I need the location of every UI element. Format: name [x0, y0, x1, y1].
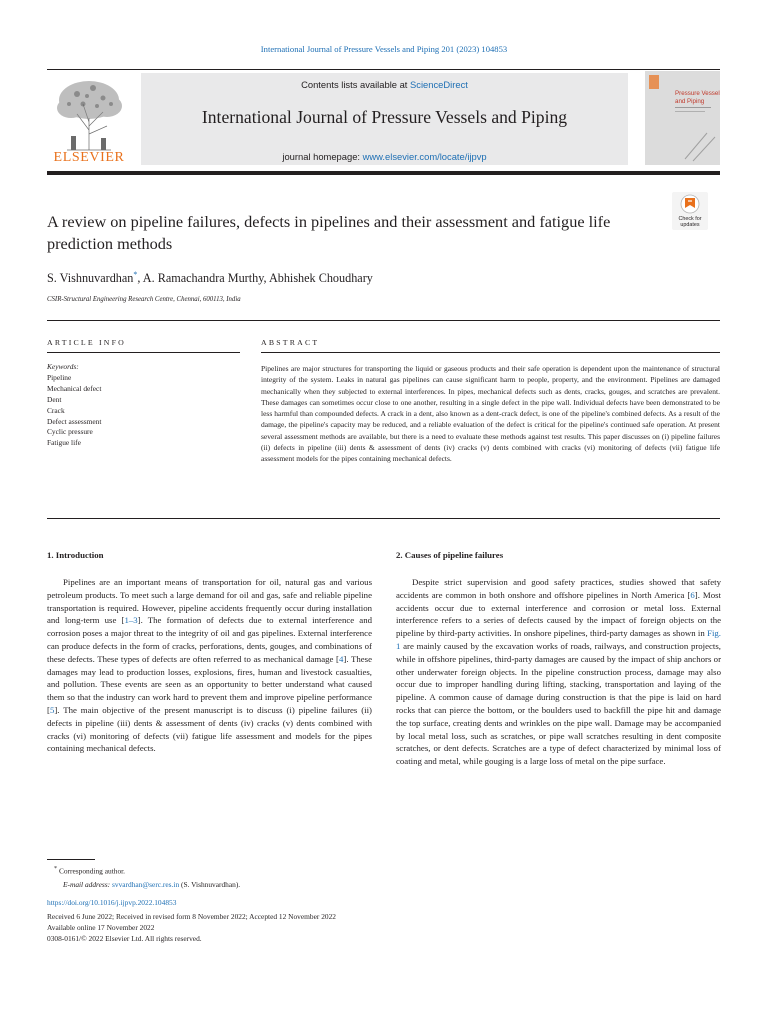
publication-history [47, 911, 336, 944]
footnote-mark: * [54, 866, 58, 872]
text-run: Pipelines are an important means of transportation for oil, natural gas and various petroleum products. To meet such a large demand for oil and gas, safe and reliable pipeline transportation is required. However, pipeline accidents frequently occur during installation and long-term use [ [47, 577, 372, 626]
email-suffix: (S. Vishnuvardhan). [179, 880, 241, 889]
section-2-heading: 2. Causes of pipeline failures [396, 550, 504, 560]
contents-line [141, 79, 628, 90]
article-info-heading: ARTICLE INFO [47, 338, 126, 347]
reference-link[interactable]: 6 [690, 589, 695, 600]
article-info-rule [47, 352, 240, 353]
abstract-rule [261, 352, 720, 353]
cover-title-line1: Pressure Vessels [675, 90, 720, 97]
text-run: ]. The main objective of the present manuscript is to discuss (i) pipeline failures (ii) defects in pipeline (iii) dents & assessment of dents (iv) cracks (v) dents combined with cracks (vi) monitoring of defects (vii) fatigue life assessment and models for the pipes containing mechanical defects. [47, 704, 372, 754]
text-run: ]. Most accidents occur due to external interference and corrosion or metal loss. External interference refers to a series of defects caused by the impact of foreign objects on the pipeline by third-party activities. In onshore pipelines, third-party damages as shown in [396, 589, 721, 639]
email-footnote [63, 880, 240, 889]
article-title: A review on pipeline failures, defects in pipelines and their assessment and fatigue life prediction methods [47, 212, 611, 253]
contents-prefix: Contents lists available at [301, 79, 411, 90]
keywords-block [47, 362, 101, 449]
text-run: ]. These damages may lead to production losses, explosions, fires, human and livestock casualties, and pollution. These events are seen as an opportunity to better understand what caused them so that the industry can work hard to prevent them and improve pipeline performance [ [47, 653, 372, 715]
online-date: Available online 17 November 2022 [47, 923, 155, 932]
sciencedirect-link[interactable]: ScienceDirect [410, 79, 468, 90]
footnote-text: Corresponding author. [58, 866, 126, 876]
text-run: Despite strict supervision and good safety practices, studies showed that safety accidents are common in both onshore and offshore pipelines in North America [ [396, 577, 721, 600]
email-label: E-mail address: [63, 880, 112, 889]
info-divider [47, 320, 720, 321]
first-author[interactable]: S. Vishnuvardhan [47, 271, 134, 286]
badge-line1: Check for [678, 216, 702, 222]
keyword: Mechanical defect [47, 383, 102, 393]
keyword: Pipeline [47, 372, 72, 382]
text-run: are mainly caused by the excavation works of roads, railways, and construction projects, while in offshore pipelines, third-party damages are caused by the impact of ship anchors or other underwater foreign objects. In the pipeline construction process, damage may also occur due to improper handling during lifting, stacking, transportation and laying of the pipeline. A common cause of damage during construction is that the pipe is laid on hard rocks that can pierce the bottom, or the boulders used to backfill the pipe hit and damage the top surface, creating dents and wrinkles on the pipe wall. Damage may be accompanied by local metal loss, such as scratches, or pipe wall scratches resulting in dent composite scratches, or dent defects. Scratches are a type of defect characterized by minimal loss of coating and metal, while gouging is a large loss of metal on the pipe surface. [396, 640, 721, 767]
corresponding-author-mark[interactable]: * [133, 270, 138, 279]
corresponding-footnote [54, 866, 125, 875]
section-1-paragraph [47, 576, 372, 755]
figure-link[interactable]: Fig. 1 [396, 628, 721, 651]
other-authors[interactable]: , A. Ramachandra Murthy, Abhishek Choudhary [137, 271, 373, 286]
keyword: Crack [47, 405, 65, 415]
text-run: ]. The formation of defects due to external interference and corrosion poses a major threat to the integrity of oil and gas pipelines. External interference can produce defects in the form of cracks, perforations, dents, gouges, and combinations of these defects. These types of defects are often referred to as mechanical damage [ [47, 615, 372, 664]
keywords-label: Keywords: [47, 362, 79, 371]
email-link[interactable]: svvardhan@serc.res.in [112, 880, 180, 889]
keyword: Cyclic pressure [47, 427, 93, 437]
received-dates: Received 6 June 2022; Received in revised form 8 November 2022; Accepted 12 November 2022 [47, 912, 336, 921]
reference-link[interactable]: 4 [338, 653, 344, 664]
homepage-link[interactable]: www.elsevier.com/locate/ijpvp [362, 151, 487, 162]
badge-line2: updates [680, 222, 700, 228]
header-thick-divider [47, 171, 720, 175]
copyright: 0308-0161/© 2022 Elsevier Ltd. All rights reserved. [47, 934, 202, 943]
body-divider [47, 518, 720, 519]
homepage-prefix: journal homepage: [282, 151, 363, 162]
journal-title: International Journal of Pressure Vessels and Piping [201, 107, 568, 127]
elsevier-wordmark: ELSEVIER [53, 150, 125, 165]
abstract-heading: ABSTRACT [261, 338, 320, 347]
top-divider [47, 69, 720, 70]
reference-link[interactable]: 5 [49, 704, 55, 715]
keyword: Dent [47, 394, 62, 404]
doi-link[interactable]: https://doi.org/10.1016/j.ijpvp.2022.104853 [47, 898, 177, 907]
abstract-text: Pipelines are major structures for transporting the liquid or gaseous products and their safe operation is dependent upon the maintenance of structural integrity of the system. Leaks in natural gas pipelines can cause significant harm to people, property, and the environment. Pipelines are damaged mechanically when they subjected to external interferences. In pipes, mechanical defects such as dents, cracks, gouges, and scratches are prevalent. These damages can sometimes occur close to one another, resulting in a single defect in the pipe wall. Individual defects have been demonstrated to be less harmful than compounded defects. A crack in a dent, also known as a dent-crack defect, is one of the pipeline's combined defects. As a result of the damage, the pipeline's capacity may be reduced, and a reliable evaluation of the defect is critical for the pipeline's continued safe operation. At present several assessment methods are available, but there is a need to evaluate these methods against test results. This paper discusses on (i) pipeline failures (ii) defects in pipeline (iii) dents & assessment of dents (iv) cracks (v) dents combined with cracks (vi) monitoring of defects (vii) fatigue life assessment models for the pipes containing mechanical defects. [261, 364, 720, 464]
homepage-line [141, 151, 628, 162]
author-list [47, 270, 373, 286]
keyword: Fatigue life [47, 438, 81, 448]
journal-citation[interactable]: International Journal of Pressure Vessels and Piping 201 (2023) 104853 [260, 44, 508, 54]
cover-title-line2: and Piping [675, 98, 705, 105]
footnote-rule [47, 859, 95, 860]
section-1-heading: 1. Introduction [47, 550, 104, 560]
section-2-paragraph [396, 576, 721, 768]
journal-cover-thumbnail[interactable] [645, 71, 720, 165]
reference-link[interactable]: 1–3 [124, 615, 138, 626]
keyword: Defect assessment [47, 416, 102, 426]
check-for-updates-badge[interactable] [672, 192, 708, 230]
affiliation: CSIR-Structural Engineering Research Centre, Chennai, 600113, India [47, 296, 241, 303]
